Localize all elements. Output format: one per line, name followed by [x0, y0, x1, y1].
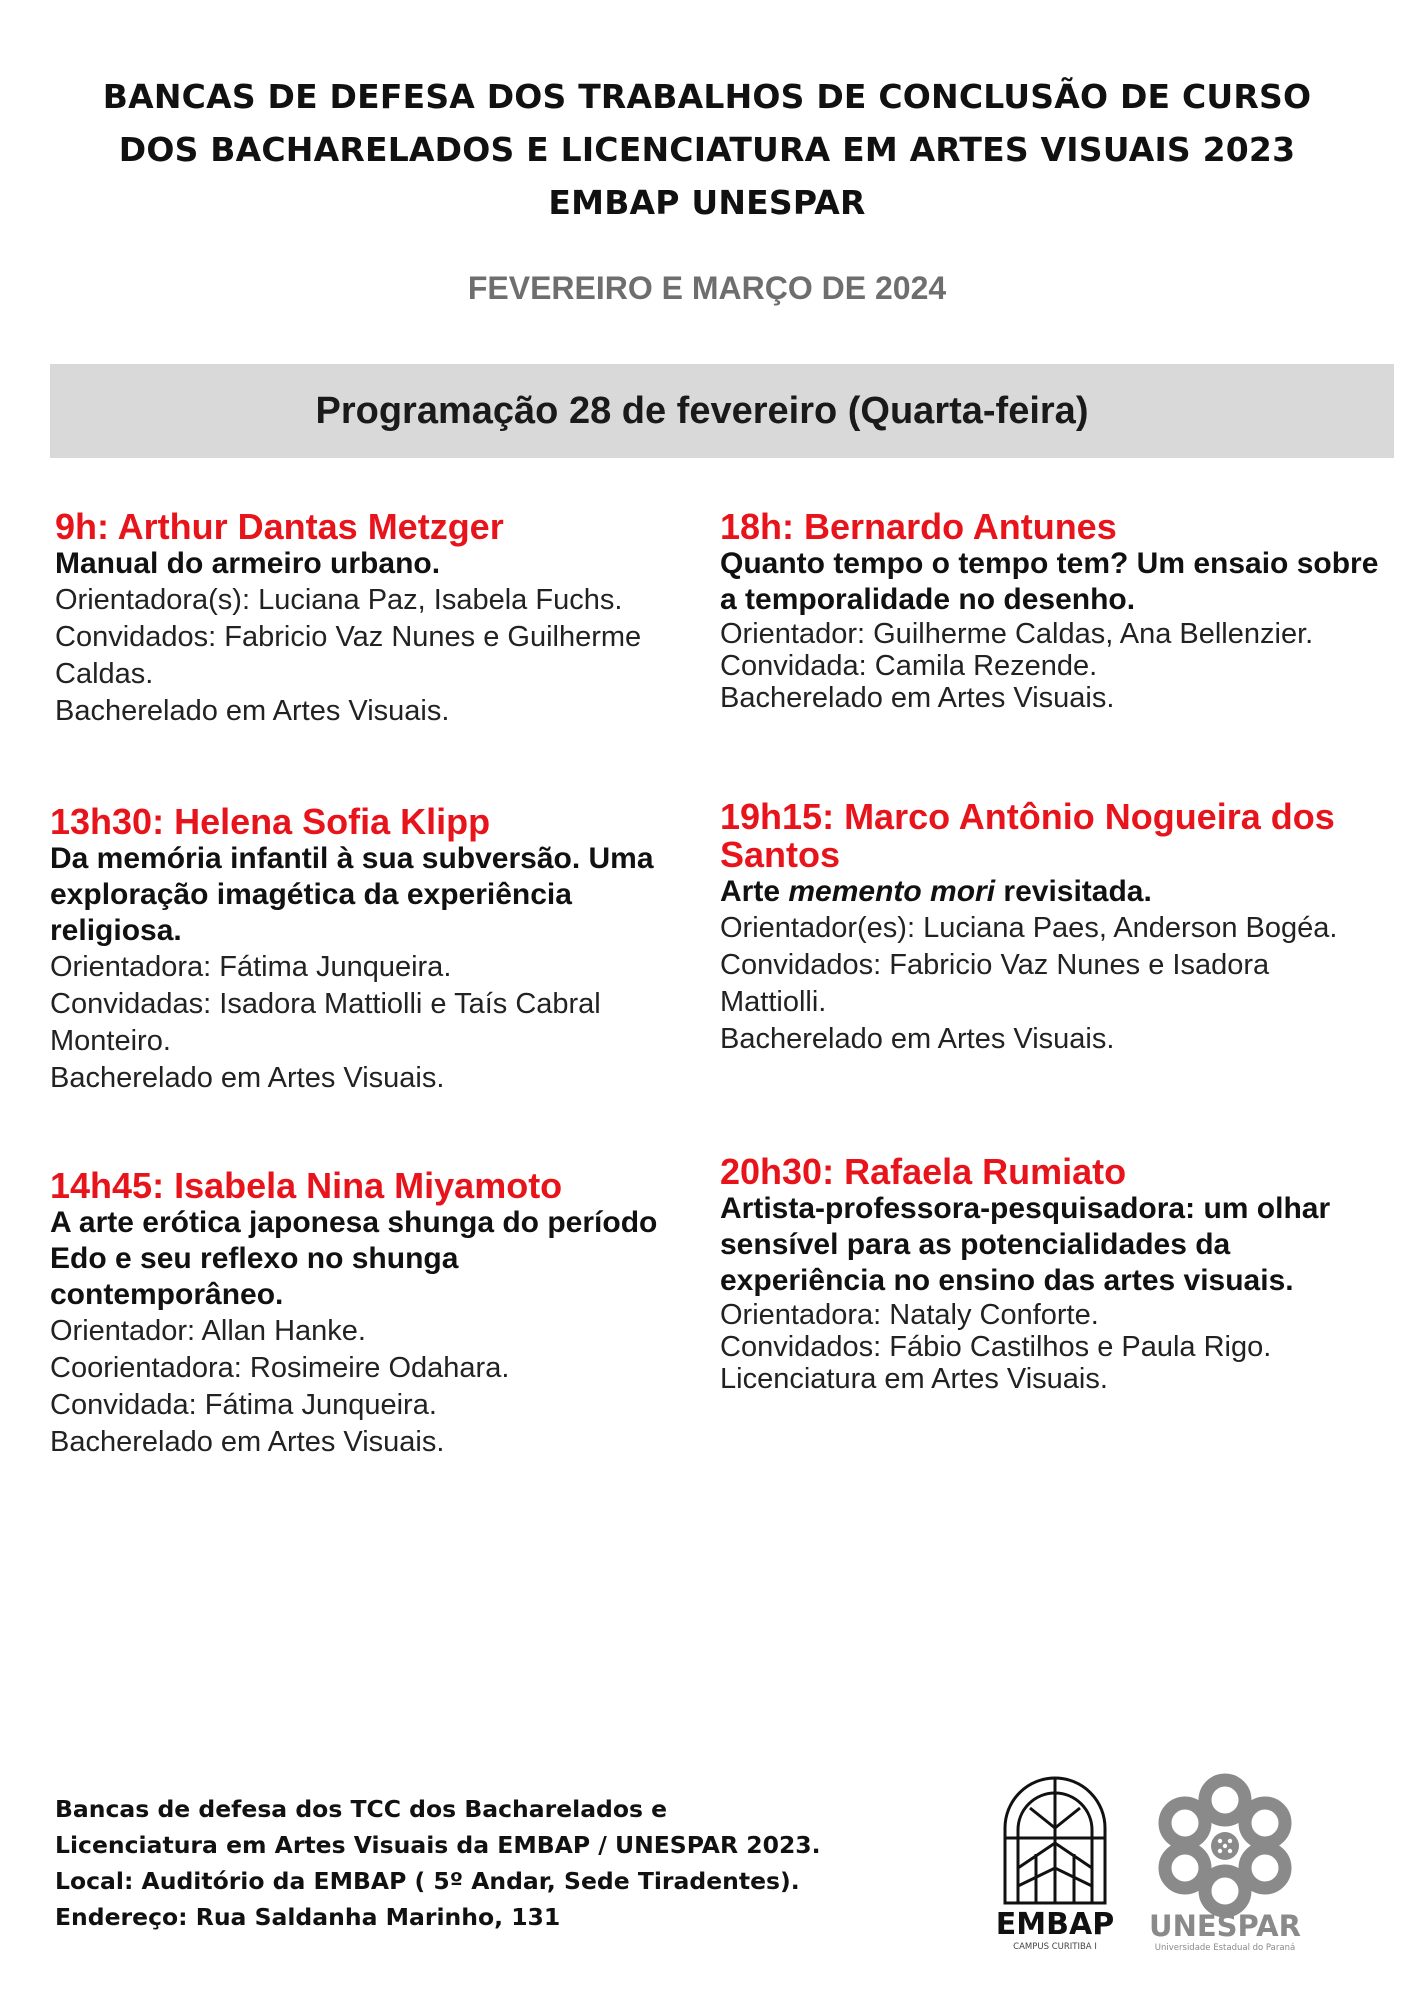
item-work-title: A arte erótica japonesa shunga do período Edo e seu reflexo no shunga contemporâneo. [50, 1206, 658, 1311]
info-line: Bacherelado em Artes Visuais. [50, 1062, 445, 1094]
footer-info [55, 1791, 915, 1935]
unespar-logo-name: UNESPAR [1149, 1909, 1301, 1943]
title-line: DOS BACHARELADOS E LICENCIATURA EM ARTES VISUAIS 2023 [118, 130, 1296, 169]
footer-line: Endereço: Rua Saldanha Marinho, 131 [55, 1903, 561, 1931]
page-title [0, 70, 1414, 229]
info-line: Licenciatura em Artes Visuais. [720, 1363, 1108, 1395]
schedule-item [55, 508, 715, 730]
item-info [720, 1299, 1360, 1395]
item-time-presenter: 14h45: Isabela Nina Miyamoto [50, 1165, 563, 1206]
info-line: Convidada: Camila Rezende. [720, 650, 1098, 682]
embap-logo-name: EMBAP [995, 1907, 1115, 1942]
work-title-part: revisitada. [995, 875, 1152, 908]
item-work-title: Quanto tempo o tempo tem? Um ensaio sobre a temporalidade no desenho. [720, 547, 1379, 616]
footer-line: Local: Auditório da EMBAP ( 5º Andar, Sede Tiradentes). [55, 1867, 800, 1895]
item-work-title [720, 874, 1360, 910]
item-work-title: Manual do armeiro urbano. [55, 547, 441, 580]
item-info [55, 582, 715, 730]
info-line: Bacherelado em Artes Visuais. [720, 1023, 1115, 1055]
info-line: Orientadora(s): Luciana Paz, Isabela Fuchs. [55, 584, 623, 616]
title-line: BANCAS DE DEFESA DOS TRABALHOS DE CONCLUSÃO DE CURSO [102, 77, 1312, 116]
footer-line: Bancas de defesa dos TCC dos Bacharelados e [55, 1795, 668, 1823]
item-work-title: Artista-professora-pesquisadora: um olhar sensível para as potencialidades da experiência no ensino das artes visuais. [720, 1192, 1331, 1297]
info-line: Convidada: Fátima Junqueira. [50, 1389, 437, 1421]
item-time-presenter: 19h15: Marco Antônio Nogueira dos Santos [720, 796, 1335, 875]
info-line: Coorientadora: Rosimeire Odahara. [50, 1352, 510, 1384]
info-line: Orientador: Guilherme Caldas, Ana Bellenzier. [720, 618, 1314, 650]
schedule-item [50, 803, 690, 1097]
item-time-presenter: 9h: Arthur Dantas Metzger [55, 506, 504, 547]
date-subtitle: FEVEREIRO E MARÇO DE 2024 [467, 270, 947, 306]
schedule-item [720, 798, 1360, 1058]
work-title-part: Arte [720, 875, 789, 908]
schedule-item [720, 508, 1390, 714]
info-line: Orientador(es): Luciana Paes, Anderson Bogéa. [720, 912, 1338, 944]
schedule-item [50, 1167, 690, 1461]
item-time-presenter: 13h30: Helena Sofia Klipp [50, 801, 491, 842]
item-time-presenter: 18h: Bernardo Antunes [720, 506, 1117, 547]
info-line: Convidados: Fabricio Vaz Nunes e Guilherme Caldas. [55, 621, 642, 690]
info-line: Convidados: Fábio Castilhos e Paula Rigo. [720, 1331, 1272, 1363]
footer-line: Licenciatura em Artes Visuais da EMBAP / UNESPAR 2023. [55, 1831, 821, 1859]
info-line: Bacherelado em Artes Visuais. [55, 695, 450, 727]
schedule-heading: Programação 28 de fevereiro (Quarta-feira) [315, 389, 1089, 432]
info-line: Orientadora: Nataly Conforte. [720, 1299, 1099, 1331]
unespar-logo [1140, 1768, 1310, 1958]
info-line: Convidados: Fabricio Vaz Nunes e Isadora Mattiolli. [720, 949, 1270, 1018]
info-line: Bacherelado em Artes Visuais. [720, 682, 1115, 714]
item-info [50, 1313, 690, 1461]
item-work-title: Da memória infantil à sua subversão. Uma exploração imagética da experiência religiosa. [50, 842, 654, 947]
item-time-presenter: 20h30: Rafaela Rumiato [720, 1151, 1127, 1192]
page-header [0, 70, 1414, 229]
embap-logo-sub: CAMPUS CURITIBA I [1013, 1942, 1097, 1952]
item-info [720, 910, 1360, 1058]
info-line: Orientadora: Fátima Junqueira. [50, 951, 452, 983]
work-title-italic: memento mori [788, 875, 996, 908]
info-line: Bacherelado em Artes Visuais. [50, 1426, 445, 1458]
schedule-heading-band [50, 364, 1394, 458]
title-line: EMBAP UNESPAR [548, 183, 866, 222]
item-info [50, 949, 690, 1097]
embap-logo [985, 1768, 1125, 1958]
info-line: Convidadas: Isadora Mattiolli e Taís Cabral Monteiro. [50, 988, 601, 1057]
item-info [720, 618, 1390, 714]
schedule-item [720, 1153, 1360, 1395]
info-line: Orientador: Allan Hanke. [50, 1315, 366, 1347]
unespar-logo-sub: Universidade Estadual do Paraná [1154, 1943, 1296, 1953]
